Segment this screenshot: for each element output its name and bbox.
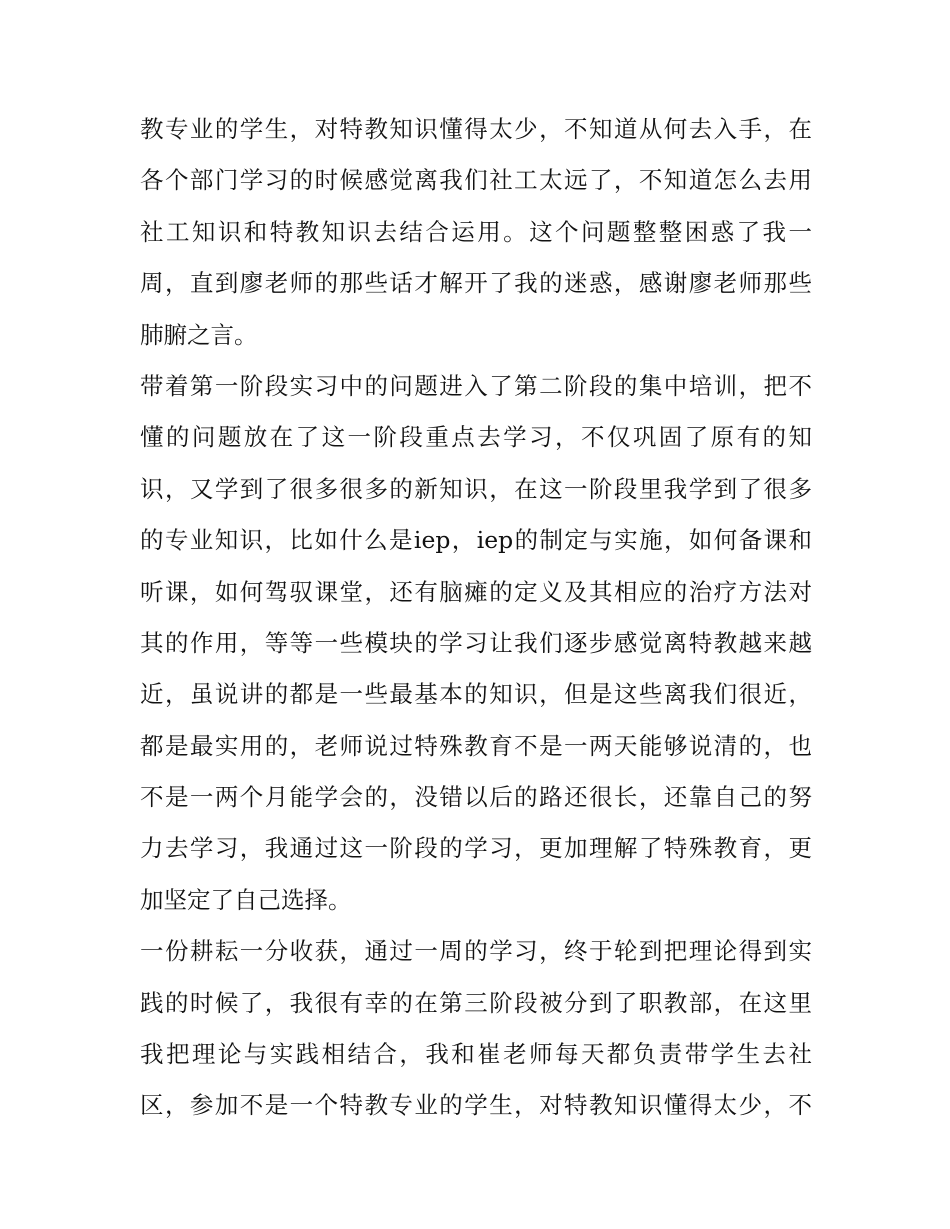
text-line: 社工知识和特教知识去结合运用。这个问题整整困惑了我一 (140, 217, 812, 246)
text-line: 近，虽说讲的都是一些最基本的知识，但是这些离我们很近， (140, 680, 812, 709)
text-line: 周，直到廖老师的那些话才解开了我的迷惑，感谢廖老师那些 (140, 269, 812, 298)
text-line: 一份耕耘一分收获，通过一周的学习，终于轮到把理论得到实 (140, 937, 812, 966)
paragraph-3 (140, 926, 812, 1132)
text-line: 肺腑之言。 (140, 320, 258, 349)
body-text (140, 104, 812, 1132)
text-line: 力去学习，我通过这一阶段的学习，更加理解了特殊教育，更 (140, 834, 812, 863)
text-line: 懂的问题放在了这一阶段重点去学习，不仅巩固了原有的知 (140, 423, 812, 452)
text-line: 听课，如何驾驭课堂，还有脑瘫的定义及其相应的治疗方法对 (140, 577, 812, 606)
paragraph-2 (140, 361, 812, 926)
text-line: 不是一两个月能学会的，没错以后的路还很长，还靠自己的努 (140, 783, 812, 812)
paragraph-1 (140, 104, 812, 361)
text-line: 践的时候了，我很有幸的在第三阶段被分到了职教部，在这里 (140, 988, 812, 1017)
text-line: 教专业的学生，对特教知识懂得太少，不知道从何去入手，在 (140, 115, 812, 143)
text-line: 各个部门学习的时候感觉离我们社工太远了，不知道怎么去用 (140, 166, 812, 195)
text-line: 都是最实用的，老师说过特殊教育不是一两天能够说清的，也 (140, 731, 812, 760)
text-line: 区，参加不是一个特教专业的学生，对特教知识懂得太少，不 (140, 1091, 812, 1120)
text-line: 我把理论与实践相结合，我和崔老师每天都负责带学生去社 (140, 1040, 812, 1069)
text-line: 带着第一阶段实习中的问题进入了第二阶段的集中培训，把不 (140, 371, 812, 400)
text-line: 其的作用，等等一些模块的学习让我们逐步感觉离特教越来越 (140, 628, 812, 657)
text-line: 的专业知识，比如什么是iep，iep的制定与实施，如何备课和 (140, 526, 812, 555)
text-line: 识，又学到了很多很多的新知识，在这一阶段里我学到了很多 (140, 474, 812, 503)
text-line: 加坚定了自己选择。 (140, 885, 352, 914)
